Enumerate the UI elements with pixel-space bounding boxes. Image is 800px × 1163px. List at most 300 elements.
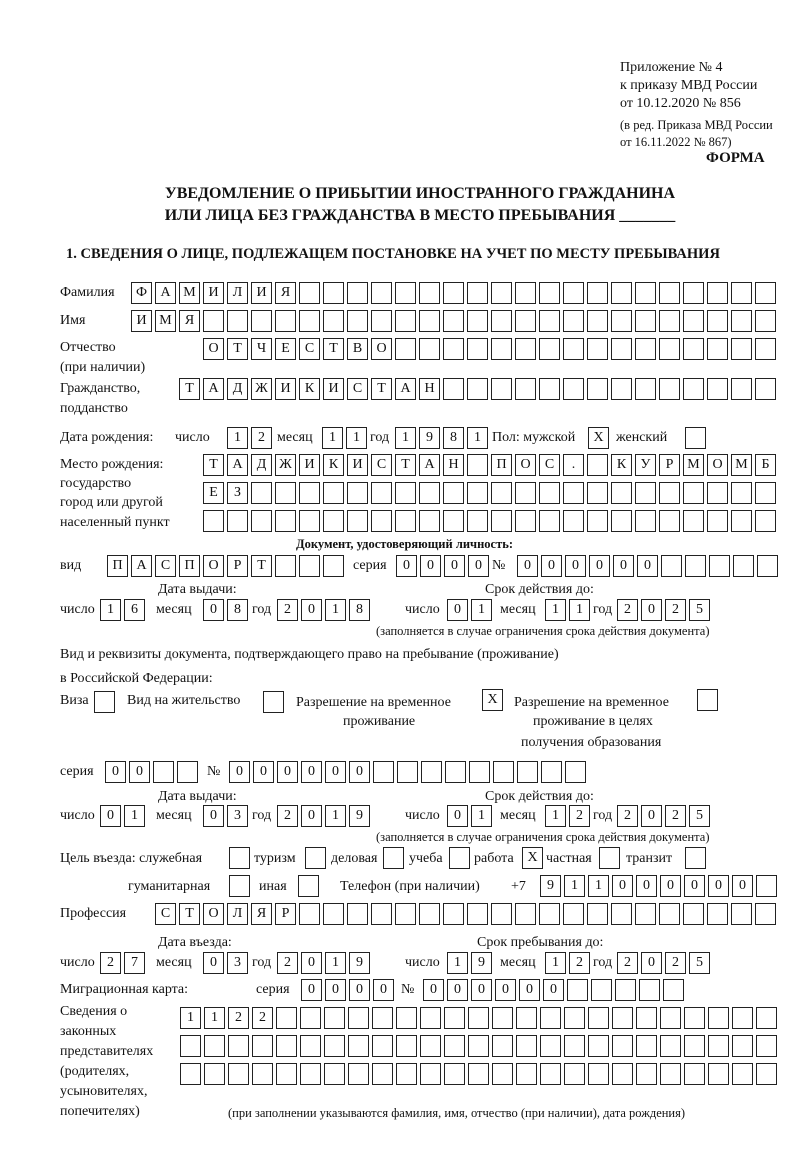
char-cell[interactable] bbox=[756, 1063, 777, 1085]
char-cell[interactable] bbox=[611, 510, 632, 532]
char-cell[interactable] bbox=[420, 1007, 441, 1029]
char-cell[interactable] bbox=[323, 482, 344, 504]
char-cell[interactable]: 0 bbox=[423, 979, 444, 1001]
char-cell[interactable] bbox=[276, 1007, 297, 1029]
char-cell[interactable]: 2 bbox=[277, 952, 298, 974]
char-cell[interactable]: 1 bbox=[588, 875, 609, 897]
char-cell[interactable]: Е bbox=[275, 338, 296, 360]
char-cell[interactable]: 8 bbox=[227, 599, 248, 621]
char-cell[interactable]: У bbox=[635, 454, 656, 476]
char-cell[interactable] bbox=[707, 282, 728, 304]
char-cell[interactable] bbox=[635, 903, 656, 925]
char-cell[interactable] bbox=[683, 338, 704, 360]
char-cell[interactable] bbox=[635, 338, 656, 360]
char-cell[interactable] bbox=[347, 282, 368, 304]
char-cell[interactable]: Ж bbox=[275, 454, 296, 476]
char-cell[interactable] bbox=[563, 903, 584, 925]
char-cell[interactable] bbox=[299, 482, 320, 504]
char-cell[interactable]: 0 bbox=[708, 875, 729, 897]
char-cell[interactable] bbox=[467, 454, 488, 476]
char-cell[interactable] bbox=[731, 338, 752, 360]
char-cell[interactable]: 1 bbox=[395, 427, 416, 449]
char-cell[interactable] bbox=[251, 510, 272, 532]
char-cell[interactable] bbox=[707, 510, 728, 532]
char-cell[interactable] bbox=[371, 510, 392, 532]
char-cell[interactable]: О bbox=[203, 903, 224, 925]
char-cell[interactable]: 0 bbox=[637, 555, 658, 577]
char-cell[interactable] bbox=[683, 310, 704, 332]
char-cell[interactable] bbox=[275, 510, 296, 532]
char-cell[interactable]: 0 bbox=[447, 805, 468, 827]
char-cell[interactable] bbox=[588, 1063, 609, 1085]
char-cell[interactable] bbox=[323, 310, 344, 332]
char-cell[interactable] bbox=[252, 1035, 273, 1057]
char-cell[interactable]: А bbox=[227, 454, 248, 476]
char-cell[interactable]: 0 bbox=[301, 599, 322, 621]
char-cell[interactable]: А bbox=[131, 555, 152, 577]
char-cell[interactable]: Р bbox=[275, 903, 296, 925]
char-cell[interactable] bbox=[756, 1007, 777, 1029]
char-cell[interactable] bbox=[708, 1035, 729, 1057]
char-cell[interactable] bbox=[755, 378, 776, 400]
char-cell[interactable] bbox=[615, 979, 636, 1001]
char-cell[interactable]: З bbox=[227, 482, 248, 504]
char-cell[interactable] bbox=[228, 1063, 249, 1085]
char-cell[interactable] bbox=[492, 1035, 513, 1057]
char-cell[interactable] bbox=[636, 1007, 657, 1029]
char-cell[interactable] bbox=[323, 555, 344, 577]
char-cell[interactable] bbox=[300, 1007, 321, 1029]
char-cell[interactable]: 0 bbox=[301, 952, 322, 974]
char-cell[interactable] bbox=[709, 555, 730, 577]
char-cell[interactable] bbox=[180, 1035, 201, 1057]
char-cell[interactable]: 0 bbox=[732, 875, 753, 897]
char-cell[interactable] bbox=[587, 338, 608, 360]
char-cell[interactable] bbox=[756, 875, 777, 897]
char-cell[interactable]: 0 bbox=[447, 979, 468, 1001]
char-cell[interactable]: Я bbox=[251, 903, 272, 925]
char-cell[interactable]: И bbox=[251, 282, 272, 304]
char-cell[interactable] bbox=[373, 761, 394, 783]
char-cell[interactable]: М bbox=[179, 282, 200, 304]
char-cell[interactable]: 0 bbox=[684, 875, 705, 897]
char-cell[interactable] bbox=[516, 1035, 537, 1057]
char-cell[interactable]: 1 bbox=[545, 599, 566, 621]
char-cell[interactable]: 0 bbox=[641, 599, 662, 621]
char-cell[interactable] bbox=[491, 482, 512, 504]
char-cell[interactable]: С bbox=[299, 338, 320, 360]
char-cell[interactable]: Ф bbox=[131, 282, 152, 304]
char-cell[interactable]: Я bbox=[179, 310, 200, 332]
char-cell[interactable] bbox=[539, 510, 560, 532]
char-cell[interactable] bbox=[395, 510, 416, 532]
char-cell[interactable] bbox=[659, 338, 680, 360]
char-cell[interactable] bbox=[587, 282, 608, 304]
char-cell[interactable] bbox=[587, 310, 608, 332]
char-cell[interactable]: 2 bbox=[100, 952, 121, 974]
char-cell[interactable]: О bbox=[203, 555, 224, 577]
char-cell[interactable]: 1 bbox=[346, 427, 367, 449]
char-cell[interactable]: Н bbox=[419, 378, 440, 400]
char-cell[interactable] bbox=[732, 1063, 753, 1085]
char-cell[interactable]: Д bbox=[227, 378, 248, 400]
char-cell[interactable]: 9 bbox=[540, 875, 561, 897]
char-cell[interactable]: И bbox=[299, 454, 320, 476]
char-cell[interactable] bbox=[204, 1035, 225, 1057]
char-cell[interactable] bbox=[539, 378, 560, 400]
char-cell[interactable] bbox=[371, 282, 392, 304]
char-cell[interactable] bbox=[515, 310, 536, 332]
char-cell[interactable] bbox=[732, 1007, 753, 1029]
char-cell[interactable]: 0 bbox=[636, 875, 657, 897]
char-cell[interactable] bbox=[228, 1035, 249, 1057]
char-cell[interactable] bbox=[708, 1063, 729, 1085]
char-cell[interactable]: М bbox=[155, 310, 176, 332]
char-cell[interactable] bbox=[419, 282, 440, 304]
char-cell[interactable] bbox=[611, 338, 632, 360]
char-cell[interactable]: 7 bbox=[124, 952, 145, 974]
checkbox-cell[interactable] bbox=[229, 875, 250, 897]
char-cell[interactable]: 1 bbox=[227, 427, 248, 449]
char-cell[interactable]: 0 bbox=[129, 761, 150, 783]
char-cell[interactable]: 1 bbox=[325, 952, 346, 974]
char-cell[interactable] bbox=[420, 1063, 441, 1085]
char-cell[interactable] bbox=[491, 510, 512, 532]
char-cell[interactable]: 0 bbox=[277, 761, 298, 783]
char-cell[interactable]: 1 bbox=[467, 427, 488, 449]
char-cell[interactable] bbox=[587, 482, 608, 504]
char-cell[interactable]: 0 bbox=[105, 761, 126, 783]
char-cell[interactable] bbox=[564, 1063, 585, 1085]
char-cell[interactable] bbox=[707, 378, 728, 400]
checkbox-cell[interactable] bbox=[685, 427, 706, 449]
char-cell[interactable]: К bbox=[299, 378, 320, 400]
char-cell[interactable] bbox=[492, 1063, 513, 1085]
char-cell[interactable]: Я bbox=[275, 282, 296, 304]
char-cell[interactable]: 1 bbox=[569, 599, 590, 621]
char-cell[interactable] bbox=[588, 1035, 609, 1057]
char-cell[interactable] bbox=[708, 1007, 729, 1029]
char-cell[interactable] bbox=[515, 338, 536, 360]
char-cell[interactable]: 0 bbox=[589, 555, 610, 577]
char-cell[interactable] bbox=[467, 338, 488, 360]
char-cell[interactable]: 1 bbox=[325, 805, 346, 827]
checkbox-cell[interactable] bbox=[263, 691, 284, 713]
char-cell[interactable]: И bbox=[347, 454, 368, 476]
char-cell[interactable] bbox=[732, 1035, 753, 1057]
char-cell[interactable] bbox=[540, 1007, 561, 1029]
char-cell[interactable]: 2 bbox=[252, 1007, 273, 1029]
char-cell[interactable]: 2 bbox=[665, 952, 686, 974]
char-cell[interactable]: 1 bbox=[124, 805, 145, 827]
char-cell[interactable]: 1 bbox=[180, 1007, 201, 1029]
char-cell[interactable] bbox=[467, 310, 488, 332]
char-cell[interactable]: 1 bbox=[325, 599, 346, 621]
char-cell[interactable]: П bbox=[107, 555, 128, 577]
char-cell[interactable] bbox=[347, 510, 368, 532]
char-cell[interactable]: 0 bbox=[641, 952, 662, 974]
checkbox-cell[interactable] bbox=[305, 847, 326, 869]
char-cell[interactable]: И bbox=[203, 282, 224, 304]
char-cell[interactable] bbox=[419, 310, 440, 332]
char-cell[interactable] bbox=[611, 482, 632, 504]
char-cell[interactable]: П bbox=[179, 555, 200, 577]
char-cell[interactable]: Р bbox=[659, 454, 680, 476]
checkbox-cell[interactable] bbox=[697, 689, 718, 711]
char-cell[interactable]: 0 bbox=[301, 761, 322, 783]
char-cell[interactable] bbox=[395, 282, 416, 304]
char-cell[interactable] bbox=[444, 1007, 465, 1029]
char-cell[interactable]: 2 bbox=[665, 599, 686, 621]
char-cell[interactable] bbox=[636, 1035, 657, 1057]
char-cell[interactable]: 2 bbox=[617, 952, 638, 974]
char-cell[interactable]: 0 bbox=[495, 979, 516, 1001]
char-cell[interactable] bbox=[467, 903, 488, 925]
char-cell[interactable] bbox=[395, 903, 416, 925]
char-cell[interactable] bbox=[177, 761, 198, 783]
char-cell[interactable]: 1 bbox=[204, 1007, 225, 1029]
char-cell[interactable] bbox=[563, 310, 584, 332]
char-cell[interactable] bbox=[659, 903, 680, 925]
char-cell[interactable] bbox=[660, 1063, 681, 1085]
char-cell[interactable] bbox=[587, 454, 608, 476]
char-cell[interactable] bbox=[611, 903, 632, 925]
char-cell[interactable] bbox=[683, 510, 704, 532]
char-cell[interactable] bbox=[539, 482, 560, 504]
char-cell[interactable] bbox=[587, 510, 608, 532]
char-cell[interactable] bbox=[348, 1007, 369, 1029]
char-cell[interactable]: 0 bbox=[349, 979, 370, 1001]
char-cell[interactable]: 0 bbox=[541, 555, 562, 577]
char-cell[interactable]: Л bbox=[227, 282, 248, 304]
char-cell[interactable] bbox=[324, 1063, 345, 1085]
char-cell[interactable] bbox=[659, 310, 680, 332]
char-cell[interactable] bbox=[755, 903, 776, 925]
char-cell[interactable] bbox=[731, 482, 752, 504]
char-cell[interactable] bbox=[444, 1063, 465, 1085]
char-cell[interactable]: 2 bbox=[617, 599, 638, 621]
char-cell[interactable] bbox=[251, 482, 272, 504]
char-cell[interactable] bbox=[396, 1035, 417, 1057]
char-cell[interactable] bbox=[683, 378, 704, 400]
char-cell[interactable] bbox=[227, 510, 248, 532]
char-cell[interactable] bbox=[276, 1035, 297, 1057]
char-cell[interactable]: О bbox=[707, 454, 728, 476]
char-cell[interactable] bbox=[755, 482, 776, 504]
char-cell[interactable] bbox=[564, 1007, 585, 1029]
char-cell[interactable]: 8 bbox=[349, 599, 370, 621]
char-cell[interactable] bbox=[372, 1007, 393, 1029]
char-cell[interactable] bbox=[443, 903, 464, 925]
char-cell[interactable]: И bbox=[275, 378, 296, 400]
char-cell[interactable] bbox=[445, 761, 466, 783]
char-cell[interactable] bbox=[707, 482, 728, 504]
char-cell[interactable] bbox=[153, 761, 174, 783]
checkbox-cell[interactable] bbox=[94, 691, 115, 713]
char-cell[interactable]: К bbox=[611, 454, 632, 476]
char-cell[interactable] bbox=[611, 310, 632, 332]
char-cell[interactable] bbox=[467, 510, 488, 532]
char-cell[interactable]: Т bbox=[179, 378, 200, 400]
char-cell[interactable] bbox=[539, 310, 560, 332]
checkbox-cell[interactable] bbox=[383, 847, 404, 869]
char-cell[interactable] bbox=[612, 1063, 633, 1085]
char-cell[interactable] bbox=[180, 1063, 201, 1085]
char-cell[interactable]: Л bbox=[227, 903, 248, 925]
char-cell[interactable]: Т bbox=[323, 338, 344, 360]
char-cell[interactable] bbox=[707, 338, 728, 360]
char-cell[interactable] bbox=[539, 338, 560, 360]
char-cell[interactable]: 0 bbox=[519, 979, 540, 1001]
char-cell[interactable]: М bbox=[731, 454, 752, 476]
char-cell[interactable] bbox=[731, 310, 752, 332]
char-cell[interactable] bbox=[491, 903, 512, 925]
char-cell[interactable]: 0 bbox=[373, 979, 394, 1001]
char-cell[interactable]: 2 bbox=[569, 952, 590, 974]
char-cell[interactable]: 5 bbox=[689, 952, 710, 974]
char-cell[interactable] bbox=[635, 510, 656, 532]
char-cell[interactable]: И bbox=[131, 310, 152, 332]
char-cell[interactable]: 1 bbox=[100, 599, 121, 621]
char-cell[interactable] bbox=[541, 761, 562, 783]
char-cell[interactable] bbox=[515, 510, 536, 532]
char-cell[interactable] bbox=[299, 310, 320, 332]
char-cell[interactable] bbox=[324, 1035, 345, 1057]
char-cell[interactable] bbox=[659, 482, 680, 504]
char-cell[interactable]: 2 bbox=[665, 805, 686, 827]
char-cell[interactable]: 5 bbox=[689, 599, 710, 621]
char-cell[interactable] bbox=[755, 310, 776, 332]
char-cell[interactable]: О bbox=[371, 338, 392, 360]
char-cell[interactable]: Т bbox=[395, 454, 416, 476]
char-cell[interactable] bbox=[395, 310, 416, 332]
char-cell[interactable]: 0 bbox=[396, 555, 417, 577]
char-cell[interactable] bbox=[492, 1007, 513, 1029]
char-cell[interactable] bbox=[371, 310, 392, 332]
char-cell[interactable]: А bbox=[419, 454, 440, 476]
char-cell[interactable] bbox=[276, 1063, 297, 1085]
char-cell[interactable]: Т bbox=[179, 903, 200, 925]
char-cell[interactable]: 1 bbox=[322, 427, 343, 449]
char-cell[interactable]: 0 bbox=[565, 555, 586, 577]
char-cell[interactable]: 8 bbox=[443, 427, 464, 449]
checkbox-cell[interactable]: X bbox=[588, 427, 609, 449]
char-cell[interactable] bbox=[731, 378, 752, 400]
char-cell[interactable] bbox=[467, 282, 488, 304]
char-cell[interactable] bbox=[468, 1007, 489, 1029]
char-cell[interactable] bbox=[204, 1063, 225, 1085]
char-cell[interactable] bbox=[419, 903, 440, 925]
char-cell[interactable]: 0 bbox=[420, 555, 441, 577]
char-cell[interactable] bbox=[591, 979, 612, 1001]
char-cell[interactable] bbox=[347, 903, 368, 925]
char-cell[interactable]: 2 bbox=[228, 1007, 249, 1029]
char-cell[interactable] bbox=[659, 282, 680, 304]
char-cell[interactable] bbox=[755, 282, 776, 304]
char-cell[interactable]: С bbox=[155, 903, 176, 925]
char-cell[interactable]: О bbox=[515, 454, 536, 476]
char-cell[interactable]: 0 bbox=[468, 555, 489, 577]
char-cell[interactable] bbox=[563, 338, 584, 360]
char-cell[interactable] bbox=[443, 282, 464, 304]
char-cell[interactable] bbox=[443, 338, 464, 360]
char-cell[interactable] bbox=[515, 378, 536, 400]
char-cell[interactable] bbox=[443, 510, 464, 532]
char-cell[interactable] bbox=[733, 555, 754, 577]
char-cell[interactable]: . bbox=[563, 454, 584, 476]
char-cell[interactable] bbox=[348, 1035, 369, 1057]
char-cell[interactable] bbox=[683, 282, 704, 304]
char-cell[interactable]: 2 bbox=[251, 427, 272, 449]
char-cell[interactable]: Т bbox=[203, 454, 224, 476]
char-cell[interactable] bbox=[397, 761, 418, 783]
checkbox-cell[interactable] bbox=[449, 847, 470, 869]
char-cell[interactable] bbox=[299, 282, 320, 304]
char-cell[interactable] bbox=[419, 510, 440, 532]
char-cell[interactable] bbox=[251, 310, 272, 332]
char-cell[interactable]: 1 bbox=[545, 952, 566, 974]
char-cell[interactable] bbox=[371, 903, 392, 925]
char-cell[interactable] bbox=[539, 903, 560, 925]
char-cell[interactable] bbox=[467, 378, 488, 400]
char-cell[interactable] bbox=[203, 310, 224, 332]
char-cell[interactable]: Б bbox=[755, 454, 776, 476]
char-cell[interactable] bbox=[611, 378, 632, 400]
char-cell[interactable] bbox=[684, 1063, 705, 1085]
char-cell[interactable]: 0 bbox=[641, 805, 662, 827]
char-cell[interactable]: А bbox=[203, 378, 224, 400]
char-cell[interactable]: 5 bbox=[689, 805, 710, 827]
char-cell[interactable]: 9 bbox=[349, 952, 370, 974]
char-cell[interactable]: 0 bbox=[203, 599, 224, 621]
char-cell[interactable] bbox=[684, 1007, 705, 1029]
char-cell[interactable]: Т bbox=[251, 555, 272, 577]
char-cell[interactable]: 1 bbox=[545, 805, 566, 827]
char-cell[interactable] bbox=[659, 378, 680, 400]
char-cell[interactable]: С bbox=[155, 555, 176, 577]
char-cell[interactable] bbox=[396, 1007, 417, 1029]
char-cell[interactable] bbox=[540, 1063, 561, 1085]
char-cell[interactable] bbox=[757, 555, 778, 577]
char-cell[interactable] bbox=[347, 482, 368, 504]
char-cell[interactable] bbox=[347, 310, 368, 332]
char-cell[interactable] bbox=[635, 282, 656, 304]
char-cell[interactable] bbox=[444, 1035, 465, 1057]
char-cell[interactable] bbox=[468, 1035, 489, 1057]
char-cell[interactable] bbox=[419, 482, 440, 504]
char-cell[interactable] bbox=[299, 903, 320, 925]
char-cell[interactable] bbox=[515, 282, 536, 304]
char-cell[interactable] bbox=[300, 1035, 321, 1057]
char-cell[interactable]: А bbox=[395, 378, 416, 400]
char-cell[interactable] bbox=[660, 1035, 681, 1057]
char-cell[interactable]: С bbox=[347, 378, 368, 400]
char-cell[interactable]: 0 bbox=[100, 805, 121, 827]
char-cell[interactable] bbox=[203, 510, 224, 532]
char-cell[interactable]: Д bbox=[251, 454, 272, 476]
char-cell[interactable] bbox=[563, 510, 584, 532]
char-cell[interactable] bbox=[443, 378, 464, 400]
checkbox-cell[interactable] bbox=[599, 847, 620, 869]
char-cell[interactable] bbox=[443, 482, 464, 504]
char-cell[interactable] bbox=[683, 903, 704, 925]
char-cell[interactable] bbox=[565, 761, 586, 783]
char-cell[interactable] bbox=[612, 1007, 633, 1029]
char-cell[interactable]: Е bbox=[203, 482, 224, 504]
char-cell[interactable] bbox=[587, 903, 608, 925]
char-cell[interactable]: Ч bbox=[251, 338, 272, 360]
char-cell[interactable]: 0 bbox=[660, 875, 681, 897]
